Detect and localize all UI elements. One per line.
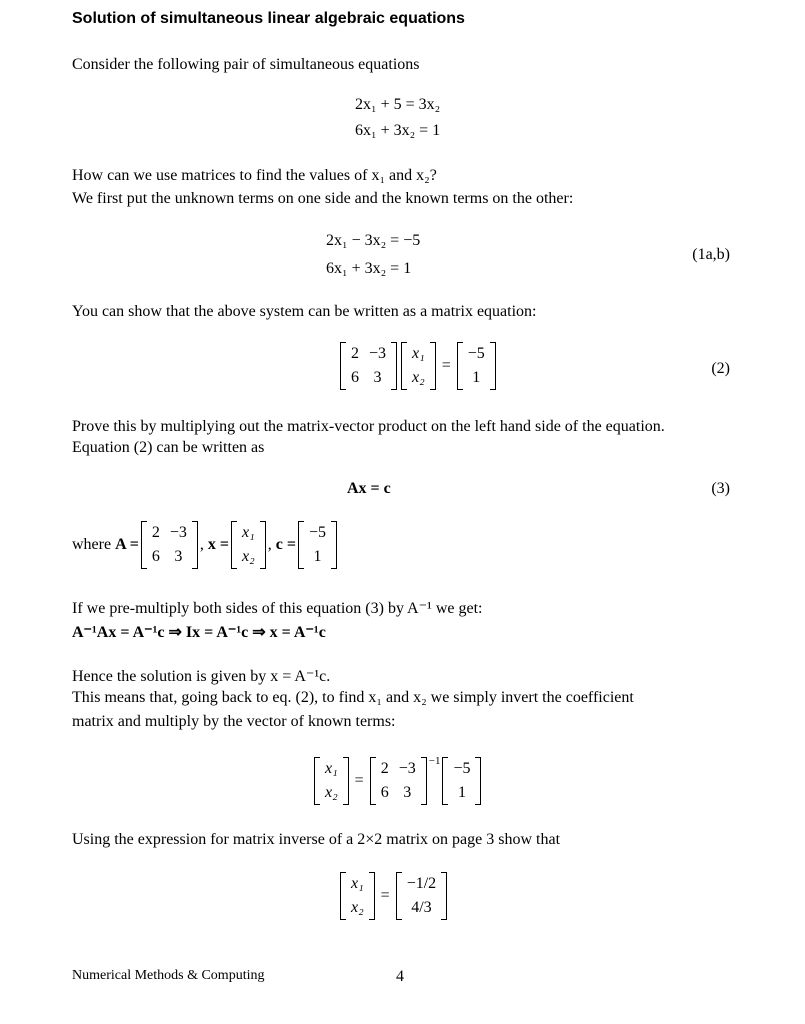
solution-text: Hence the solution is given by x = A⁻¹c. [72, 668, 331, 685]
question-text: How can we use matrices to find the values of x₁ and x₂? [72, 167, 437, 184]
page-number: 4 [396, 968, 404, 985]
matrix-equation-2: 2 −3 6 3 x₁ x₂ = −5 1 [338, 342, 498, 390]
eq-a-line2: 6x₁ + 3x₂ = 1 [355, 122, 441, 139]
intro-text: Consider the following pair of simultaneous equations [72, 56, 420, 73]
inv-matrix-a: 2 −3 6 3 [370, 757, 427, 805]
vector-c: −5 1 [457, 342, 496, 390]
matrix-form-text: You can show that the above system can be written as a matrix equation: [72, 303, 537, 320]
vector-x: x₁ x₂ [401, 342, 436, 390]
equation-2-text: Equation (2) can be written as [72, 439, 265, 456]
derivation: A⁻¹Ax = A⁻¹c ⇒ Ix = A⁻¹c ⇒ x = A⁻¹c [72, 624, 326, 641]
premultiply-text: If we pre-multiply both sides of this equation (3) by A⁻¹ we get: [72, 600, 483, 617]
inverse-superscript: −1 [428, 755, 441, 767]
matrix-a: 2 −3 6 3 [340, 342, 397, 390]
def-matrix-a: 2 −3 6 3 [141, 521, 198, 569]
eq-1-line1: 2x₁ − 3x₂ = −5 [326, 232, 421, 249]
rearrange-text: We first put the unknown terms on one side and the known terms on the other: [72, 190, 574, 207]
def-vector-x: x₁ x₂ [231, 521, 266, 569]
solution-equation: x₁ x₂ = −1/2 4/3 [338, 872, 449, 920]
footer-title: Numerical Methods & Computing [72, 968, 265, 983]
eq-1-number: (1a,b) [692, 246, 730, 263]
inv-vector-c: −5 1 [442, 757, 481, 805]
sol-values: −1/2 4/3 [396, 872, 447, 920]
invert-text-line2: matrix and multiply by the vector of known terms: [72, 713, 396, 730]
sol-vector-x: x₁ x₂ [340, 872, 375, 920]
eq-2-number: (2) [711, 360, 730, 377]
inv-vector-x: x₁ x₂ [314, 757, 349, 805]
using-text: Using the expression for matrix inverse of a 2×2 matrix on page 3 show that [72, 831, 561, 848]
inverse-equation: x₁ x₂ = 2 −3 6 3 −1 −5 1 [312, 757, 483, 805]
invert-text-line1: This means that, going back to eq. (2), to find x₁ and x₂ we simply invert the coefficient [72, 689, 634, 706]
prove-text: Prove this by multiplying out the matrix-vector product on the left hand side of the equation. [72, 418, 665, 435]
eq-a-line1: 2x₁ + 5 = 3x₂ [355, 96, 441, 113]
definitions: where A = 2 −3 6 3 , x = x₁ x₂ , c = −5 1 [72, 521, 339, 569]
def-vector-c: −5 1 [298, 521, 337, 569]
eq-1-line2: 6x₁ + 3x₂ = 1 [326, 260, 412, 277]
eq-3: Ax = c [347, 480, 391, 497]
page-title: Solution of simultaneous linear algebraic equations [72, 10, 465, 27]
eq-3-number: (3) [711, 480, 730, 497]
